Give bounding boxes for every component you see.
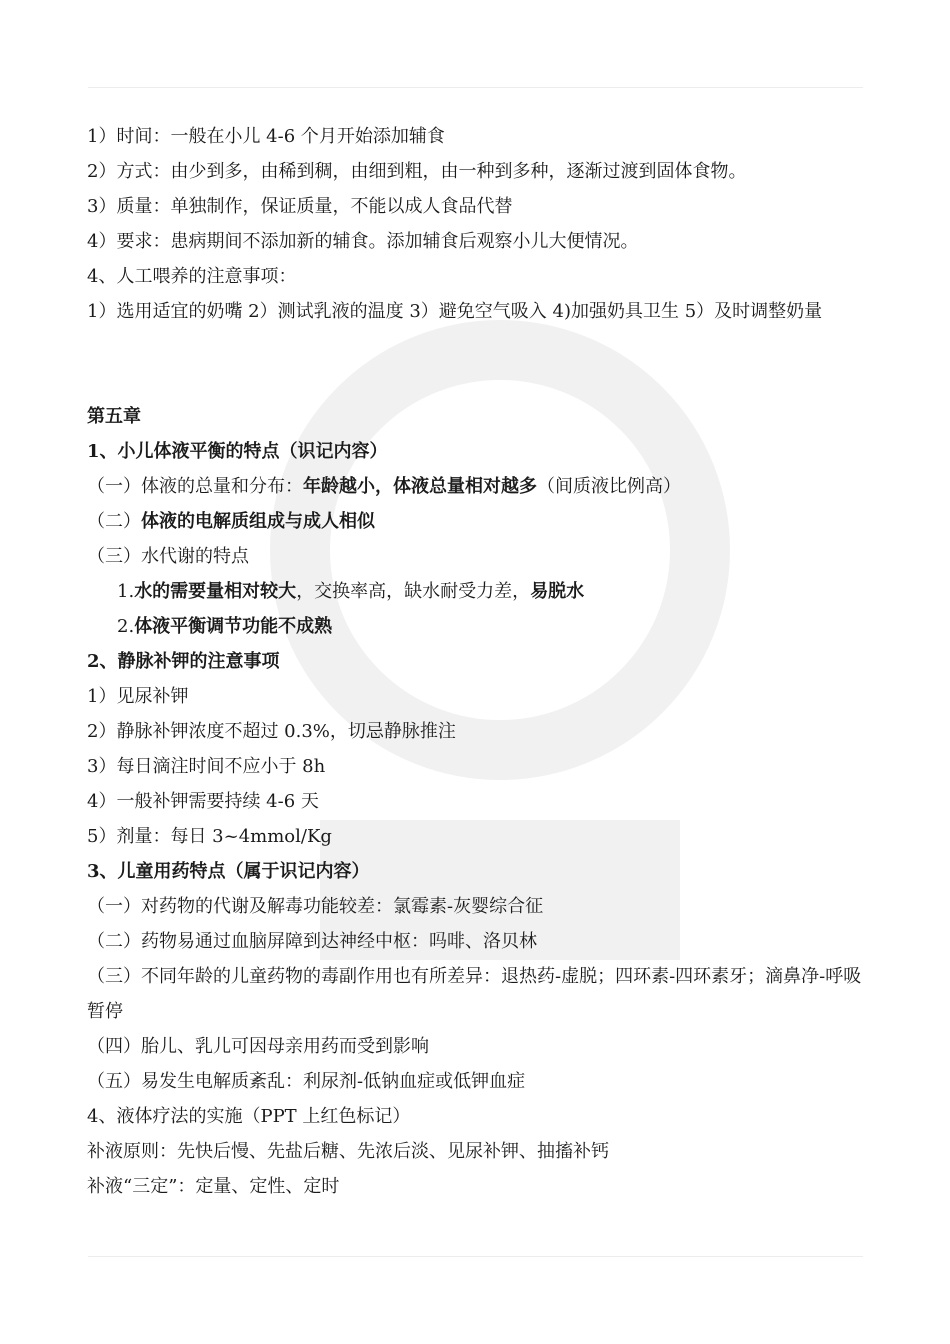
potassium-item: 4）一般补钾需要持续 4-6 天 (87, 791, 319, 812)
artificial-feeding-items: 1）选用适宜的奶嘴 2）测试乳液的温度 3）避免空气吸入 4)加强奶具卫生 5）及时调整奶量 (87, 301, 823, 322)
potassium-item: 2）静脉补钾浓度不超过 0.3%，切忌静脉推注 (87, 721, 456, 742)
fluid-balance-title: 1、小儿体液平衡的特点（识记内容） (87, 441, 388, 462)
artificial-feeding-title: 4、人工喂养的注意事项： (87, 266, 297, 287)
feeding-time: 1）时间：一般在小儿 4-6 个月开始添加辅食 (87, 126, 445, 147)
fluid-item-2: （二）体液的电解质组成与成人相似 (87, 511, 375, 532)
header-rule (88, 87, 863, 88)
feeding-requirement: 4）要求：患病期间不添加新的辅食。添加辅食后观察小儿大便情况。 (87, 231, 639, 252)
feeding-quality: 3）质量：单独制作，保证质量，不能以成人食品代替 (87, 196, 513, 217)
footer-rule (88, 1256, 863, 1257)
therapy-principle: 补液原则：先快后慢、先盐后糖、先浓后淡、见尿补钾、抽搐补钙 (87, 1141, 609, 1162)
fluid-item-3: （三）水代谢的特点 (87, 546, 249, 567)
potassium-item: 5）剂量：每日 3~4mmol/Kg (87, 826, 332, 847)
therapy-title: 4、液体疗法的实施（PPT 上红色标记） (87, 1106, 411, 1127)
potassium-item: 1）见尿补钾 (87, 686, 189, 707)
drug-item: （一）对药物的代谢及解毒功能较差：氯霉素-灰婴综合征 (87, 896, 544, 917)
chapter-title: 第五章 (87, 406, 141, 427)
fluid-item-3-2: 2.体液平衡调节功能不成熟 (117, 616, 333, 637)
potassium-item: 3）每日滴注时间不应小于 8h (87, 756, 326, 777)
drug-item: （五）易发生电解质紊乱：利尿剂-低钠血症或低钾血症 (87, 1071, 526, 1092)
drug-item: （三）不同年龄的儿童药物的毒副作用也有所差异：退热药-虚脱；四环素-四环素牙；滴鼻净-呼吸暂停 (87, 966, 862, 1022)
feeding-method: 2）方式：由少到多，由稀到稠，由细到粗，由一种到多种，逐渐过渡到固体食物。 (87, 161, 747, 182)
fluid-item-1: （一）体液的总量和分布：年龄越小，体液总量相对越多（间质液比例高） (87, 476, 681, 497)
therapy-three: 补液“三定”：定量、定性、定时 (87, 1176, 340, 1197)
potassium-title: 2、静脉补钾的注意事项 (87, 651, 280, 672)
drug-item: （四）胎儿、乳儿可因母亲用药而受到影响 (87, 1036, 429, 1057)
drug-item: （二）药物易通过血脑屏障到达神经中枢：吗啡、洛贝林 (87, 931, 537, 952)
drug-title: 3、儿童用药特点（属于识记内容） (87, 861, 370, 882)
document-body (87, 119, 877, 1204)
fluid-item-3-1: 1.水的需要量相对较大，交换率高，缺水耐受力差，易脱水 (117, 581, 585, 602)
